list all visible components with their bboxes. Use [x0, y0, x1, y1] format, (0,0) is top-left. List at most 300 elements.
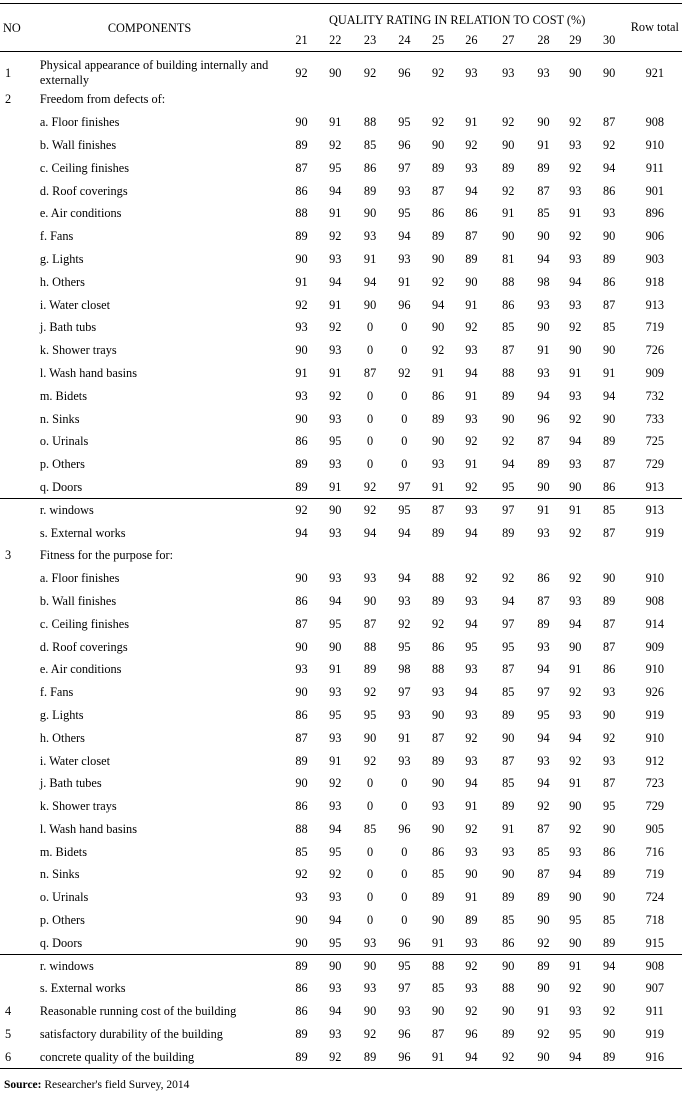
rating-cell: 94 — [465, 183, 478, 198]
rating-cell: 89 — [295, 479, 308, 494]
rating-cell: 89 — [502, 799, 515, 814]
table-row — [0, 111, 682, 134]
rating-cell: 90 — [602, 571, 616, 586]
table-row — [0, 954, 682, 977]
rating-cell: 93 — [569, 183, 582, 198]
rating-cell: 89 — [537, 958, 550, 973]
rating-cell: 92 — [602, 1004, 616, 1019]
rating-cell: 88 — [295, 821, 308, 836]
rating-cell: 93 — [569, 593, 582, 608]
row-number — [0, 202, 37, 225]
row-number — [0, 316, 37, 339]
header-column-27: 27 — [502, 33, 515, 48]
table-row — [0, 384, 682, 407]
rating-cell: 94 — [537, 251, 550, 266]
rating-cell: 93 — [329, 685, 342, 700]
rating-cell: 93 — [295, 890, 308, 905]
rating-cell: 88 — [502, 274, 515, 289]
rating-cell: 90 — [329, 502, 342, 517]
table-row — [0, 225, 682, 248]
rating-cell: 86 — [602, 479, 616, 494]
rating-cell: 90 — [295, 571, 308, 586]
rating-cell: 85 — [602, 913, 616, 928]
rating-cell: 92 — [465, 434, 478, 449]
rating-cell: 92 — [431, 66, 445, 80]
rating-cell: 90 — [569, 799, 582, 814]
rating-cell: 0 — [366, 343, 374, 358]
component-label: e. Air conditions — [39, 662, 122, 677]
table-row — [0, 362, 682, 385]
component-label: l. Wash hand basins — [39, 365, 137, 380]
component-label: n. Sinks — [39, 411, 80, 426]
component-label: l. Wash hand basins — [39, 821, 137, 836]
rating-cell: 95 — [329, 160, 342, 175]
rating-cell: 90 — [363, 1004, 377, 1019]
component-label: o. Urinals — [39, 890, 89, 905]
rating-cell: 90 — [431, 251, 445, 266]
rating-cell: 88 — [363, 115, 377, 130]
row-number — [0, 612, 37, 635]
rating-cell: 91 — [329, 753, 342, 768]
rating-cell: 89 — [502, 160, 515, 175]
rating-cell: 87 — [602, 297, 616, 312]
empty-cell — [354, 88, 386, 111]
rating-cell: 94 — [465, 1049, 478, 1064]
rating-cell: 92 — [465, 320, 478, 335]
component-label: s. External works — [39, 525, 126, 540]
rating-cell: 94 — [569, 1049, 582, 1064]
rating-cell: 93 — [329, 571, 342, 586]
row-total-cell: 909 — [645, 639, 665, 654]
rating-cell: 93 — [329, 251, 342, 266]
rating-cell: 95 — [398, 115, 411, 130]
row-total-cell: 732 — [645, 388, 665, 403]
rating-cell: 92 — [329, 388, 342, 403]
rating-cell: 86 — [295, 434, 308, 449]
rating-cell: 89 — [502, 890, 515, 905]
rating-cell: 92 — [465, 1004, 478, 1019]
empty-cell — [386, 88, 423, 111]
empty-cell — [354, 544, 386, 567]
rating-cell: 91 — [465, 297, 478, 312]
table-row — [0, 88, 682, 111]
rating-cell: 88 — [502, 981, 515, 996]
rating-cell: 92 — [569, 753, 582, 768]
row-total-cell: 907 — [645, 981, 665, 996]
row-number: 3 — [5, 548, 12, 563]
rating-cell: 87 — [537, 867, 550, 882]
rating-cell: 91 — [465, 115, 478, 130]
component-label: d. Roof coverings — [39, 183, 128, 198]
rating-cell: 92 — [502, 115, 515, 130]
table-row — [0, 704, 682, 727]
row-number — [0, 840, 37, 863]
row-total-cell: 919 — [645, 1027, 665, 1042]
row-total-cell: 896 — [645, 206, 665, 221]
rating-cell: 86 — [295, 799, 308, 814]
rating-cell: 93 — [465, 160, 478, 175]
rating-cell: 87 — [602, 616, 616, 631]
table-row — [0, 635, 682, 658]
rating-cell: 91 — [537, 343, 550, 358]
row-total-cell: 906 — [645, 229, 665, 244]
rating-cell: 94 — [398, 525, 411, 540]
rating-cell: 87 — [502, 662, 515, 677]
rating-cell: 94 — [569, 730, 582, 745]
table-row — [0, 521, 682, 544]
rating-cell: 92 — [295, 867, 308, 882]
row-number — [0, 476, 37, 499]
row-number — [0, 909, 37, 932]
rating-cell: 86 — [502, 935, 515, 950]
empty-cell — [453, 544, 489, 567]
row-number — [0, 567, 37, 590]
empty-cell — [316, 88, 354, 111]
component-label: r. windows — [39, 502, 94, 517]
component-label: f. Fans — [39, 685, 74, 700]
rating-cell: 85 — [602, 320, 616, 335]
rating-cell: 0 — [401, 913, 408, 928]
component-label: m. Bidets — [39, 388, 87, 403]
rating-cell: 92 — [363, 502, 377, 517]
rating-cell: 89 — [431, 411, 445, 426]
rating-cell: 0 — [366, 867, 374, 882]
rating-cell: 91 — [465, 457, 478, 472]
rating-cell: 95 — [502, 639, 515, 654]
row-total-cell: 716 — [645, 844, 665, 859]
component-label: q. Doors — [39, 479, 83, 494]
table-header — [0, 4, 682, 52]
rating-cell: 86 — [602, 274, 616, 289]
rating-cell: 93 — [465, 662, 478, 677]
rating-cell: 86 — [602, 183, 616, 198]
rating-cell: 97 — [398, 479, 411, 494]
rating-cell: 93 — [602, 206, 616, 221]
row-total-cell: 912 — [645, 753, 665, 768]
component-label: k. Shower trays — [39, 343, 117, 358]
row-total-cell: 723 — [645, 776, 665, 791]
source-text: Researcher's field Survey, 2014 — [44, 1079, 190, 1091]
rating-cell: 90 — [502, 411, 515, 426]
rating-cell: 96 — [398, 1049, 411, 1064]
rating-cell: 91 — [602, 365, 616, 380]
rating-cell: 93 — [602, 753, 616, 768]
rating-cell: 92 — [363, 479, 377, 494]
row-total-cell: 908 — [645, 593, 665, 608]
rating-cell: 96 — [465, 1027, 478, 1042]
rating-cell: 90 — [602, 981, 616, 996]
table-row — [0, 339, 682, 362]
rating-cell: 85 — [363, 821, 377, 836]
rating-cell: 93 — [569, 1004, 582, 1019]
rating-cell: 92 — [537, 1027, 550, 1042]
table-row — [0, 476, 682, 499]
rating-cell: 96 — [398, 935, 411, 950]
row-total-cell: 908 — [645, 115, 665, 130]
rating-cell: 89 — [465, 251, 478, 266]
rating-cell: 90 — [329, 958, 342, 973]
rating-cell: 90 — [602, 229, 616, 244]
rating-cell: 90 — [431, 320, 445, 335]
rating-cell: 93 — [329, 343, 342, 358]
rating-cell: 91 — [537, 137, 550, 152]
rating-cell: 91 — [569, 206, 582, 221]
row-number — [0, 704, 37, 727]
row-number — [0, 498, 37, 521]
rating-cell: 96 — [398, 1027, 411, 1042]
rating-cell: 90 — [602, 411, 616, 426]
rating-cell: 90 — [569, 343, 582, 358]
rating-cell: 85 — [431, 867, 445, 882]
table-row — [0, 795, 682, 818]
rating-cell: 93 — [329, 981, 342, 996]
rating-cell: 94 — [569, 434, 582, 449]
row-total-cell: 915 — [645, 935, 665, 950]
table-row — [0, 818, 682, 841]
rating-cell: 91 — [569, 662, 582, 677]
table-body — [0, 52, 682, 1069]
rating-cell: 91 — [465, 890, 478, 905]
rating-cell: 91 — [431, 935, 445, 950]
component-label: f. Fans — [39, 229, 74, 244]
rating-cell: 94 — [431, 297, 445, 312]
empty-cell — [489, 544, 527, 567]
rating-cell: 87 — [602, 525, 616, 540]
rating-cell: 90 — [363, 206, 377, 221]
component-label: e. Air conditions — [39, 206, 122, 221]
row-number — [0, 863, 37, 886]
rating-cell: 92 — [569, 685, 582, 700]
table-row — [0, 498, 682, 521]
rating-cell: 93 — [569, 457, 582, 472]
rating-cell: 94 — [363, 525, 377, 540]
rating-cell: 93 — [465, 707, 478, 722]
rating-cell: 88 — [502, 365, 515, 380]
component-label: b. Wall finishes — [39, 137, 117, 152]
rating-cell: 92 — [569, 411, 582, 426]
rating-cell: 92 — [431, 343, 445, 358]
rating-cell: 90 — [502, 730, 515, 745]
rating-cell: 87 — [431, 502, 445, 517]
row-total-cell: 919 — [645, 525, 665, 540]
rating-cell: 94 — [537, 730, 550, 745]
rating-cell: 91 — [465, 388, 478, 403]
rating-cell: 86 — [502, 297, 515, 312]
table-row — [0, 202, 682, 225]
rating-cell: 93 — [537, 525, 550, 540]
rating-cell: 94 — [329, 913, 342, 928]
rating-cell: 91 — [569, 502, 582, 517]
rating-cell: 96 — [398, 821, 411, 836]
row-total-cell: 903 — [645, 251, 665, 266]
rating-cell: 90 — [295, 639, 308, 654]
rating-cell: 94 — [398, 571, 411, 586]
component-label: i. Water closet — [39, 297, 110, 312]
table-row — [0, 156, 682, 179]
row-number — [0, 134, 37, 157]
rating-cell: 86 — [295, 707, 308, 722]
rating-cell: 92 — [569, 525, 582, 540]
rating-cell: 86 — [431, 388, 445, 403]
row-number — [0, 931, 37, 954]
row-number — [0, 407, 37, 430]
rating-cell: 90 — [502, 229, 515, 244]
rating-cell: 90 — [602, 1027, 616, 1042]
row-total-cell: 909 — [645, 365, 665, 380]
rating-cell: 92 — [465, 479, 478, 494]
rating-cell: 93 — [398, 593, 411, 608]
rating-cell: 93 — [398, 251, 411, 266]
rating-cell: 95 — [329, 434, 342, 449]
empty-cell — [527, 88, 560, 111]
rating-cell: 93 — [363, 981, 377, 996]
rating-cell: 91 — [329, 365, 342, 380]
rating-cell: 95 — [602, 799, 616, 814]
rating-cell: 0 — [366, 457, 374, 472]
rating-cell: 0 — [366, 411, 374, 426]
row-number — [0, 658, 37, 681]
rating-cell: 85 — [502, 913, 515, 928]
rating-cell: 0 — [401, 320, 408, 335]
rating-cell: 97 — [398, 981, 411, 996]
empty-cell — [386, 544, 423, 567]
row-number — [0, 111, 37, 134]
rating-cell: 95 — [398, 502, 411, 517]
rating-cell: 91 — [569, 776, 582, 791]
row-total-cell: 910 — [645, 730, 665, 745]
rating-cell: 90 — [537, 981, 550, 996]
rating-cell: 92 — [363, 66, 377, 80]
rating-cell: 85 — [537, 844, 550, 859]
empty-cell — [316, 544, 354, 567]
row-number — [0, 954, 37, 977]
row-total-cell: 726 — [645, 343, 665, 358]
rating-cell: 89 — [295, 1049, 308, 1064]
rating-cell: 89 — [537, 616, 550, 631]
rating-cell: 88 — [363, 639, 377, 654]
rating-cell: 91 — [569, 958, 582, 973]
table-row — [0, 612, 682, 635]
row-number — [0, 726, 37, 749]
component-label: satisfactory durability of the building — [39, 1027, 223, 1042]
rating-cell: 93 — [502, 66, 515, 80]
rating-cell: 87 — [363, 616, 377, 631]
rating-cell: 85 — [537, 206, 550, 221]
rating-cell: 96 — [398, 297, 411, 312]
rating-cell: 95 — [398, 639, 411, 654]
rating-cell: 95 — [329, 707, 342, 722]
rating-cell: 90 — [537, 479, 550, 494]
empty-cell — [287, 544, 317, 567]
rating-cell: 93 — [431, 799, 445, 814]
rating-cell: 0 — [366, 799, 374, 814]
rating-cell: 94 — [465, 616, 478, 631]
rating-cell: 87 — [537, 183, 550, 198]
rating-cell: 89 — [431, 593, 445, 608]
row-number: 2 — [5, 92, 12, 107]
rating-cell: 86 — [295, 183, 308, 198]
rating-cell: 92 — [537, 935, 550, 950]
rating-cell: 86 — [295, 1004, 308, 1019]
rating-cell: 90 — [537, 913, 550, 928]
header-quality-rating-group: QUALITY RATING IN RELATION TO COST (%) — [328, 12, 586, 27]
rating-cell: 91 — [329, 662, 342, 677]
rating-cell: 90 — [465, 274, 478, 289]
rating-cell: 95 — [569, 1027, 582, 1042]
rating-cell: 92 — [502, 1049, 515, 1064]
component-label: b. Wall finishes — [39, 593, 117, 608]
component-label: c. Ceiling finishes — [39, 616, 129, 631]
rating-cell: 93 — [363, 571, 377, 586]
rating-cell: 93 — [431, 457, 445, 472]
rating-cell: 93 — [569, 251, 582, 266]
row-number — [0, 453, 37, 476]
rating-cell: 92 — [329, 867, 342, 882]
rating-cell: 93 — [329, 525, 342, 540]
header-column-21: 21 — [295, 33, 308, 48]
rating-cell: 92 — [569, 320, 582, 335]
rating-cell: 89 — [502, 525, 515, 540]
rating-cell: 0 — [366, 913, 374, 928]
rating-cell: 89 — [602, 935, 616, 950]
row-total-cell: 905 — [645, 821, 665, 836]
rating-cell: 94 — [465, 685, 478, 700]
row-number — [0, 590, 37, 613]
rating-cell: 90 — [602, 66, 616, 80]
rating-cell: 93 — [569, 297, 582, 312]
rating-cell: 92 — [295, 66, 308, 80]
rating-cell: 89 — [295, 753, 308, 768]
rating-cell: 0 — [366, 434, 374, 449]
component-label: n. Sinks — [39, 867, 80, 882]
row-number — [0, 248, 37, 271]
rating-cell: 93 — [431, 685, 445, 700]
rating-cell: 0 — [401, 343, 408, 358]
rating-cell: 0 — [401, 890, 408, 905]
table-row — [0, 179, 682, 202]
rating-cell: 90 — [295, 115, 308, 130]
row-number: 4 — [5, 1004, 12, 1019]
empty-cell — [489, 88, 527, 111]
rating-cell: 92 — [295, 502, 308, 517]
rating-cell: 89 — [502, 1027, 515, 1042]
component-label: c. Ceiling finishes — [39, 160, 129, 175]
empty-cell — [423, 88, 454, 111]
header-row-total: Row total — [630, 20, 679, 34]
rating-cell: 91 — [329, 206, 342, 221]
rating-cell: 85 — [502, 776, 515, 791]
rating-cell: 90 — [602, 821, 616, 836]
rating-cell: 85 — [502, 320, 515, 335]
rating-cell: 90 — [295, 251, 308, 266]
rating-cell: 90 — [363, 958, 377, 973]
component-label: a. Floor finishes — [39, 115, 120, 130]
rating-cell: 86 — [431, 639, 445, 654]
rating-cell: 92 — [502, 571, 515, 586]
table-row — [0, 658, 682, 681]
rating-cell: 93 — [465, 935, 478, 950]
rating-cell: 93 — [465, 593, 478, 608]
rating-cell: 90 — [329, 639, 342, 654]
rating-cell: 92 — [465, 821, 478, 836]
rating-cell: 93 — [363, 229, 377, 244]
table-row — [0, 772, 682, 795]
rating-cell: 92 — [329, 1049, 342, 1064]
row-number: 1 — [5, 66, 12, 80]
rating-cell: 89 — [602, 434, 616, 449]
row-number — [0, 156, 37, 179]
table-row — [0, 726, 682, 749]
